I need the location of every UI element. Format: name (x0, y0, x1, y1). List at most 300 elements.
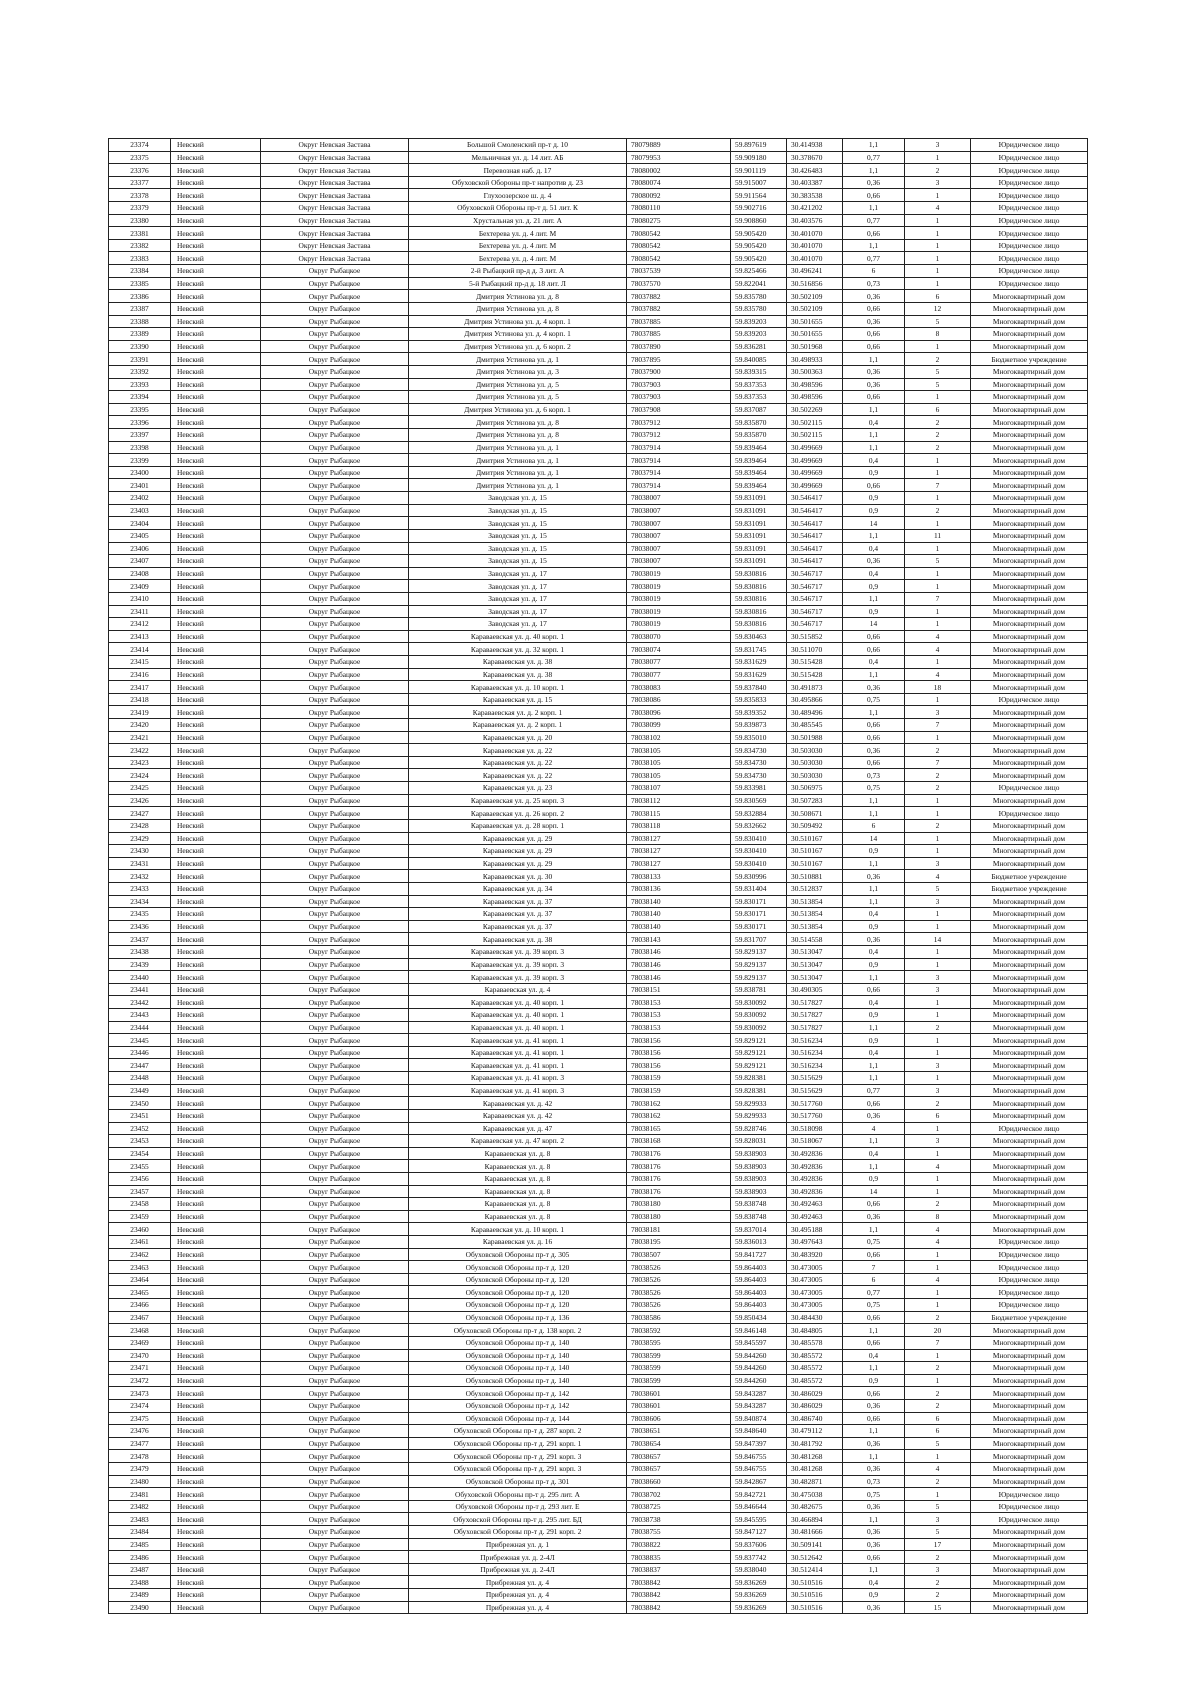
row-number-cell: 23485 (109, 1538, 171, 1551)
latitude-cell: 59.905420 (731, 239, 787, 252)
municipal-okrug-cell: Округ Рыбацкое (261, 1122, 409, 1135)
district-cell: Невский (171, 567, 261, 580)
row-number-cell: 23426 (109, 794, 171, 807)
address-cell: Мельничная ул. д. 14 лит. АБ (409, 151, 627, 164)
owner-type-cell: Многоквартирный дом (971, 756, 1088, 769)
district-cell: Невский (171, 794, 261, 807)
owner-type-cell: Многоквартирный дом (971, 1072, 1088, 1085)
object-code-cell: 78037885 (627, 328, 731, 341)
address-cell: Обуховской Обороны пр-т д. 291 корп. 2 (409, 1526, 627, 1539)
longitude-cell: 30.486029 (787, 1399, 843, 1412)
object-code-cell: 78038601 (627, 1387, 731, 1400)
quantity-cell: 1 (905, 1248, 971, 1261)
object-code-cell: 78037912 (627, 429, 731, 442)
volume-cell: 1,1 (843, 1223, 905, 1236)
volume-cell: 0,66 (843, 1097, 905, 1110)
longitude-cell: 30.502115 (787, 429, 843, 442)
address-cell: Караваевская ул. д. 30 (409, 870, 627, 883)
table-row (109, 719, 1088, 732)
municipal-okrug-cell: Округ Рыбацкое (261, 1147, 409, 1160)
object-code-cell: 78038151 (627, 983, 731, 996)
latitude-cell: 59.905420 (731, 227, 787, 240)
district-cell: Невский (171, 328, 261, 341)
table-row (109, 567, 1088, 580)
table-row (109, 1273, 1088, 1286)
latitude-cell: 59.838903 (731, 1160, 787, 1173)
volume-cell: 0,73 (843, 1475, 905, 1488)
owner-type-cell: Многоквартирный дом (971, 1425, 1088, 1438)
owner-type-cell: Многоквартирный дом (971, 441, 1088, 454)
quantity-cell: 1 (905, 567, 971, 580)
district-cell: Невский (171, 693, 261, 706)
owner-type-cell: Многоквартирный дом (971, 920, 1088, 933)
owner-type-cell: Многоквартирный дом (971, 391, 1088, 404)
quantity-cell: 8 (905, 1210, 971, 1223)
municipal-okrug-cell: Округ Рыбацкое (261, 643, 409, 656)
row-number-cell: 23415 (109, 655, 171, 668)
address-cell: Караваевская ул. д. 47 (409, 1122, 627, 1135)
object-code-cell: 78037900 (627, 365, 731, 378)
table-row (109, 794, 1088, 807)
row-number-cell: 23490 (109, 1601, 171, 1614)
latitude-cell: 59.834730 (731, 756, 787, 769)
volume-cell: 0,66 (843, 643, 905, 656)
longitude-cell: 30.502109 (787, 302, 843, 315)
district-cell: Невский (171, 265, 261, 278)
municipal-okrug-cell: Округ Невская Застава (261, 176, 409, 189)
latitude-cell: 59.838781 (731, 983, 787, 996)
owner-type-cell: Многоквартирный дом (971, 1526, 1088, 1539)
owner-type-cell: Юридическое лицо (971, 151, 1088, 164)
row-number-cell: 23398 (109, 441, 171, 454)
object-code-cell: 78037912 (627, 416, 731, 429)
object-code-cell: 78037890 (627, 340, 731, 353)
row-number-cell: 23471 (109, 1362, 171, 1375)
row-number-cell: 23406 (109, 542, 171, 555)
quantity-cell: 1 (905, 151, 971, 164)
district-cell: Невский (171, 1563, 261, 1576)
volume-cell: 0,9 (843, 580, 905, 593)
latitude-cell: 59.835870 (731, 429, 787, 442)
owner-type-cell: Многоквартирный дом (971, 403, 1088, 416)
volume-cell: 0,36 (843, 744, 905, 757)
district-cell: Невский (171, 1551, 261, 1564)
table-row (109, 807, 1088, 820)
object-code-cell: 78038526 (627, 1286, 731, 1299)
latitude-cell: 59.828031 (731, 1135, 787, 1148)
district-cell: Невский (171, 731, 261, 744)
longitude-cell: 30.466894 (787, 1513, 843, 1526)
owner-type-cell: Многоквартирный дом (971, 315, 1088, 328)
address-cell: Бехтерева ул. д. 4 лит. М (409, 239, 627, 252)
volume-cell: 0,66 (843, 1387, 905, 1400)
table-row (109, 882, 1088, 895)
volume-cell: 6 (843, 265, 905, 278)
object-code-cell: 78038146 (627, 971, 731, 984)
volume-cell: 0,66 (843, 756, 905, 769)
municipal-okrug-cell: Округ Рыбацкое (261, 1046, 409, 1059)
object-code-cell: 78038592 (627, 1324, 731, 1337)
address-cell: 5-й Рыбацкий пр-д д. 18 лит. Л (409, 277, 627, 290)
latitude-cell: 59.850434 (731, 1311, 787, 1324)
quantity-cell: 1 (905, 1185, 971, 1198)
longitude-cell: 30.491873 (787, 681, 843, 694)
quantity-cell: 2 (905, 353, 971, 366)
object-code-cell: 78037903 (627, 391, 731, 404)
volume-cell: 0,73 (843, 769, 905, 782)
district-cell: Невский (171, 302, 261, 315)
latitude-cell: 59.831745 (731, 643, 787, 656)
row-number-cell: 23475 (109, 1412, 171, 1425)
volume-cell: 1,1 (843, 1513, 905, 1526)
volume-cell: 1,1 (843, 895, 905, 908)
volume-cell: 0,66 (843, 391, 905, 404)
district-cell: Невский (171, 756, 261, 769)
latitude-cell: 59.838040 (731, 1563, 787, 1576)
latitude-cell: 59.837353 (731, 391, 787, 404)
owner-type-cell: Многоквартирный дом (971, 958, 1088, 971)
address-cell: Караваевская ул. д. 8 (409, 1172, 627, 1185)
owner-type-cell: Многоквартирный дом (971, 1198, 1088, 1211)
owner-type-cell: Бюджетное учреждение (971, 1311, 1088, 1324)
district-cell: Невский (171, 618, 261, 631)
district-cell: Невский (171, 1336, 261, 1349)
owner-type-cell: Многоквартирный дом (971, 378, 1088, 391)
owner-type-cell: Многоквартирный дом (971, 1538, 1088, 1551)
latitude-cell: 59.839352 (731, 706, 787, 719)
address-cell: Дмитрия Устинова ул. д. 6 корп. 1 (409, 403, 627, 416)
longitude-cell: 30.492463 (787, 1198, 843, 1211)
address-cell: Караваевская ул. д. 39 корп. 3 (409, 958, 627, 971)
municipal-okrug-cell: Округ Рыбацкое (261, 1198, 409, 1211)
district-cell: Невский (171, 605, 261, 618)
table-row (109, 983, 1088, 996)
municipal-okrug-cell: Округ Рыбацкое (261, 668, 409, 681)
row-number-cell: 23438 (109, 946, 171, 959)
district-cell: Невский (171, 1475, 261, 1488)
row-number-cell: 23486 (109, 1551, 171, 1564)
district-cell: Невский (171, 1538, 261, 1551)
quantity-cell: 5 (905, 365, 971, 378)
volume-cell: 0,4 (843, 1576, 905, 1589)
quantity-cell: 14 (905, 933, 971, 946)
municipal-okrug-cell: Округ Рыбацкое (261, 933, 409, 946)
district-cell: Невский (171, 1059, 261, 1072)
district-cell: Невский (171, 239, 261, 252)
latitude-cell: 59.828381 (731, 1072, 787, 1085)
volume-cell: 0,77 (843, 1084, 905, 1097)
object-code-cell: 78080074 (627, 176, 731, 189)
municipal-okrug-cell: Округ Рыбацкое (261, 1236, 409, 1249)
owner-type-cell: Многоквартирный дом (971, 1601, 1088, 1614)
longitude-cell: 30.490305 (787, 983, 843, 996)
district-cell: Невский (171, 845, 261, 858)
table-row (109, 1425, 1088, 1438)
quantity-cell: 1 (905, 391, 971, 404)
latitude-cell: 59.840085 (731, 353, 787, 366)
quantity-cell: 1 (905, 1009, 971, 1022)
object-code-cell: 78038086 (627, 693, 731, 706)
address-cell: Караваевская ул. д. 40 корп. 1 (409, 1021, 627, 1034)
owner-type-cell: Юридическое лицо (971, 176, 1088, 189)
quantity-cell: 8 (905, 328, 971, 341)
table-row (109, 1097, 1088, 1110)
latitude-cell: 59.838748 (731, 1198, 787, 1211)
volume-cell: 0,66 (843, 719, 905, 732)
row-number-cell: 23419 (109, 706, 171, 719)
municipal-okrug-cell: Округ Рыбацкое (261, 744, 409, 757)
volume-cell: 1,1 (843, 164, 905, 177)
longitude-cell: 30.481792 (787, 1437, 843, 1450)
object-code-cell: 78038140 (627, 895, 731, 908)
owner-type-cell: Юридическое лицо (971, 239, 1088, 252)
volume-cell: 14 (843, 1185, 905, 1198)
municipal-okrug-cell: Округ Рыбацкое (261, 655, 409, 668)
table-row (109, 1387, 1088, 1400)
object-code-cell: 78038660 (627, 1475, 731, 1488)
address-cell: Обуховской Обороны пр-т д. 136 (409, 1311, 627, 1324)
object-code-cell: 78037882 (627, 302, 731, 315)
address-cell: Обуховской Обороны пр-т д. 295 лит. БД (409, 1513, 627, 1526)
owner-type-cell: Многоквартирный дом (971, 1450, 1088, 1463)
object-code-cell: 78037914 (627, 479, 731, 492)
volume-cell: 0,77 (843, 1286, 905, 1299)
latitude-cell: 59.908860 (731, 214, 787, 227)
longitude-cell: 30.517827 (787, 1021, 843, 1034)
district-cell: Невский (171, 1185, 261, 1198)
quantity-cell: 2 (905, 744, 971, 757)
object-code-cell: 78038096 (627, 706, 731, 719)
municipal-okrug-cell: Округ Рыбацкое (261, 983, 409, 996)
longitude-cell: 30.485545 (787, 719, 843, 732)
object-code-cell: 78038083 (627, 681, 731, 694)
table-row (109, 164, 1088, 177)
owner-type-cell: Юридическое лицо (971, 252, 1088, 265)
longitude-cell: 30.546417 (787, 529, 843, 542)
object-code-cell: 78038077 (627, 655, 731, 668)
volume-cell: 0,36 (843, 933, 905, 946)
table-row (109, 971, 1088, 984)
owner-type-cell: Многоквартирный дом (971, 946, 1088, 959)
latitude-cell: 59.911564 (731, 189, 787, 202)
municipal-okrug-cell: Округ Рыбацкое (261, 592, 409, 605)
row-number-cell: 23429 (109, 832, 171, 845)
volume-cell: 0,36 (843, 1500, 905, 1513)
row-number-cell: 23466 (109, 1299, 171, 1312)
owner-type-cell: Юридическое лицо (971, 227, 1088, 240)
row-number-cell: 23456 (109, 1172, 171, 1185)
longitude-cell: 30.495188 (787, 1223, 843, 1236)
longitude-cell: 30.509141 (787, 1538, 843, 1551)
volume-cell: 0,36 (843, 555, 905, 568)
municipal-okrug-cell: Округ Рыбацкое (261, 1362, 409, 1375)
district-cell: Невский (171, 1286, 261, 1299)
latitude-cell: 59.822041 (731, 277, 787, 290)
district-cell: Невский (171, 1147, 261, 1160)
table-row (109, 1374, 1088, 1387)
municipal-okrug-cell: Округ Рыбацкое (261, 731, 409, 744)
object-code-cell: 78038007 (627, 492, 731, 505)
longitude-cell: 30.485572 (787, 1362, 843, 1375)
row-number-cell: 23424 (109, 769, 171, 782)
owner-type-cell: Многоквартирный дом (971, 302, 1088, 315)
municipal-okrug-cell: Округ Рыбацкое (261, 996, 409, 1009)
address-cell: Караваевская ул. д. 47 корп. 2 (409, 1135, 627, 1148)
address-cell: Караваевская ул. д. 8 (409, 1185, 627, 1198)
longitude-cell: 30.502115 (787, 416, 843, 429)
table-row (109, 958, 1088, 971)
table-row (109, 1576, 1088, 1589)
longitude-cell: 30.510167 (787, 845, 843, 858)
table-row (109, 1021, 1088, 1034)
quantity-cell: 6 (905, 403, 971, 416)
longitude-cell: 30.546417 (787, 542, 843, 555)
volume-cell: 1,1 (843, 1072, 905, 1085)
row-number-cell: 23467 (109, 1311, 171, 1324)
municipal-okrug-cell: Округ Невская Застава (261, 239, 409, 252)
quantity-cell: 5 (905, 1437, 971, 1450)
owner-type-cell: Многоквартирный дом (971, 996, 1088, 1009)
latitude-cell: 59.830092 (731, 996, 787, 1009)
row-number-cell: 23463 (109, 1261, 171, 1274)
longitude-cell: 30.499669 (787, 466, 843, 479)
volume-cell: 0,66 (843, 731, 905, 744)
object-code-cell: 78038176 (627, 1147, 731, 1160)
volume-cell: 0,36 (843, 1399, 905, 1412)
district-cell: Невский (171, 176, 261, 189)
owner-type-cell: Юридическое лицо (971, 1236, 1088, 1249)
longitude-cell: 30.486740 (787, 1412, 843, 1425)
object-code-cell: 78038842 (627, 1589, 731, 1602)
longitude-cell: 30.513854 (787, 908, 843, 921)
owner-type-cell: Бюджетное учреждение (971, 353, 1088, 366)
municipal-okrug-cell: Округ Рыбацкое (261, 542, 409, 555)
latitude-cell: 59.833981 (731, 782, 787, 795)
row-number-cell: 23409 (109, 580, 171, 593)
district-cell: Невский (171, 744, 261, 757)
longitude-cell: 30.401070 (787, 227, 843, 240)
table-row (109, 340, 1088, 353)
volume-cell: 14 (843, 832, 905, 845)
quantity-cell: 1 (905, 454, 971, 467)
district-cell: Невский (171, 946, 261, 959)
municipal-okrug-cell: Округ Рыбацкое (261, 857, 409, 870)
address-cell: Обуховской Обороны пр-т д. 293 лит. Е (409, 1500, 627, 1513)
latitude-cell: 59.837840 (731, 681, 787, 694)
volume-cell: 0,66 (843, 189, 905, 202)
row-number-cell: 23395 (109, 403, 171, 416)
longitude-cell: 30.510516 (787, 1601, 843, 1614)
volume-cell: 0,77 (843, 252, 905, 265)
district-cell: Невский (171, 252, 261, 265)
address-cell: Караваевская ул. д. 4 (409, 983, 627, 996)
municipal-okrug-cell: Округ Рыбацкое (261, 1286, 409, 1299)
district-cell: Невский (171, 1273, 261, 1286)
object-code-cell: 78038159 (627, 1072, 731, 1085)
table-row (109, 1135, 1088, 1148)
row-number-cell: 23460 (109, 1223, 171, 1236)
owner-type-cell: Многоквартирный дом (971, 504, 1088, 517)
latitude-cell: 59.845597 (731, 1336, 787, 1349)
quantity-cell: 1 (905, 1172, 971, 1185)
table-row (109, 1488, 1088, 1501)
row-number-cell: 23428 (109, 819, 171, 832)
municipal-okrug-cell: Округ Рыбацкое (261, 618, 409, 631)
municipal-okrug-cell: Округ Невская Застава (261, 252, 409, 265)
table-row (109, 1412, 1088, 1425)
longitude-cell: 30.517827 (787, 1009, 843, 1022)
longitude-cell: 30.496241 (787, 265, 843, 278)
municipal-okrug-cell: Округ Рыбацкое (261, 1500, 409, 1513)
latitude-cell: 59.830996 (731, 870, 787, 883)
volume-cell: 1,1 (843, 202, 905, 215)
district-cell: Невский (171, 1034, 261, 1047)
quantity-cell: 1 (905, 1122, 971, 1135)
quantity-cell: 1 (905, 1046, 971, 1059)
volume-cell: 0,4 (843, 1147, 905, 1160)
quantity-cell: 3 (905, 176, 971, 189)
table-row (109, 315, 1088, 328)
latitude-cell: 59.837353 (731, 378, 787, 391)
district-cell: Невский (171, 983, 261, 996)
municipal-okrug-cell: Округ Невская Застава (261, 164, 409, 177)
quantity-cell: 1 (905, 1488, 971, 1501)
latitude-cell: 59.839203 (731, 315, 787, 328)
row-number-cell: 23451 (109, 1109, 171, 1122)
address-cell: Обуховской Обороны пр-т напротив д. 23 (409, 176, 627, 189)
municipal-okrug-cell: Округ Невская Застава (261, 151, 409, 164)
volume-cell: 1,1 (843, 592, 905, 605)
quantity-cell: 5 (905, 1526, 971, 1539)
district-cell: Невский (171, 555, 261, 568)
object-code-cell: 78080542 (627, 239, 731, 252)
longitude-cell: 30.513047 (787, 958, 843, 971)
volume-cell: 1,1 (843, 706, 905, 719)
district-cell: Невский (171, 908, 261, 921)
table-row (109, 1336, 1088, 1349)
row-number-cell: 23413 (109, 630, 171, 643)
object-code-cell: 78038195 (627, 1236, 731, 1249)
volume-cell: 1,1 (843, 794, 905, 807)
district-cell: Невский (171, 920, 261, 933)
longitude-cell: 30.501988 (787, 731, 843, 744)
volume-cell: 0,36 (843, 1210, 905, 1223)
district-cell: Невский (171, 668, 261, 681)
table-row (109, 454, 1088, 467)
municipal-okrug-cell: Округ Рыбацкое (261, 1437, 409, 1450)
object-code-cell: 78038657 (627, 1462, 731, 1475)
quantity-cell: 7 (905, 756, 971, 769)
municipal-okrug-cell: Округ Рыбацкое (261, 1576, 409, 1589)
longitude-cell: 30.481268 (787, 1450, 843, 1463)
longitude-cell: 30.509492 (787, 819, 843, 832)
row-number-cell: 23452 (109, 1122, 171, 1135)
address-cell: Прибрежная ул. д. 2-4Л (409, 1563, 627, 1576)
latitude-cell: 59.838903 (731, 1172, 787, 1185)
volume-cell: 0,36 (843, 1109, 905, 1122)
address-cell: Прибрежная ул. д. 1 (409, 1538, 627, 1551)
address-cell: Караваевская ул. д. 23 (409, 782, 627, 795)
district-cell: Невский (171, 933, 261, 946)
table-row (109, 1299, 1088, 1312)
row-number-cell: 23417 (109, 681, 171, 694)
owner-type-cell: Многоквартирный дом (971, 479, 1088, 492)
address-cell: Обуховской Обороны пр-т д. 144 (409, 1412, 627, 1425)
row-number-cell: 23402 (109, 492, 171, 505)
district-cell: Невский (171, 529, 261, 542)
row-number-cell: 23384 (109, 265, 171, 278)
owner-type-cell: Многоквартирный дом (971, 618, 1088, 631)
